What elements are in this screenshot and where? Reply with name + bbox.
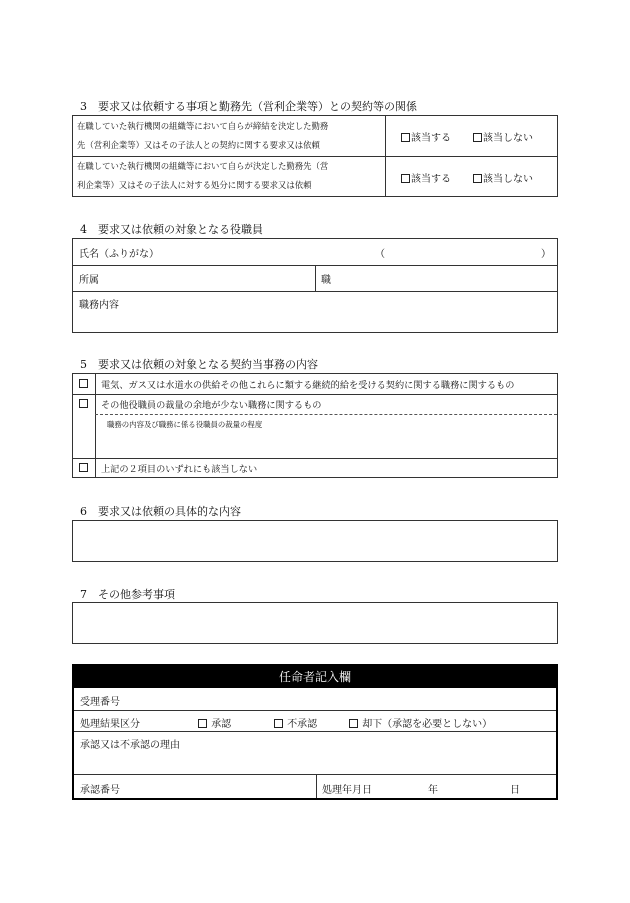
section5-item3-text: 上記の２項目のいずれにも該当しない [101, 464, 258, 475]
section5-row-divider-2 [73, 458, 557, 459]
appointer-row-divider-3 [74, 774, 556, 775]
checkbox-icon[interactable] [349, 719, 358, 728]
year-label: 年 [428, 785, 438, 796]
reason-label: 承認又は不承認の理由 [80, 740, 180, 751]
approve-option[interactable]: 承認 [198, 715, 231, 730]
furigana-paren-open: （ [375, 249, 385, 260]
section5-item1-text: 電気、ガス又は水道水の供給その他これらに類する継続的給を受ける契約に関する職務に関するもの [101, 380, 515, 391]
affiliation-label: 所属 [79, 275, 99, 286]
checkbox-icon[interactable] [198, 719, 207, 728]
section5-row-divider-1 [73, 394, 557, 395]
section3-row2-applicable[interactable]: 該当する [401, 170, 451, 185]
section6-title: 6 要求又は依頼の具体的な内容 [80, 505, 241, 518]
section6-content-field[interactable] [72, 520, 558, 562]
section5-table [72, 373, 558, 478]
section3-row2-line1: 在職していた執行機関の組織等において自らが決定した勤務先（営 [77, 161, 329, 171]
section5-item1-checkbox[interactable] [79, 379, 88, 388]
section5-item2-text: その他役職員の裁量の余地が少ない職務に関するもの [101, 400, 322, 411]
section4-col-divider [315, 265, 316, 291]
reject-option[interactable]: 却下（承認を必要としない） [349, 715, 492, 730]
processing-date-label: 処理年月日 [322, 785, 372, 796]
section5-item3-checkbox[interactable] [79, 463, 88, 472]
name-label: 氏名（ふりがな） [79, 249, 159, 260]
appointer-row-divider-2 [74, 731, 556, 732]
appointer-section [72, 664, 558, 800]
section4-table [72, 238, 558, 333]
section3-row1-line1: 在職していた執行機関の組織等において自らが締結を決定した勤務 [77, 121, 329, 131]
checkbox-icon[interactable] [473, 133, 482, 142]
checkbox-icon[interactable] [401, 174, 410, 183]
section4-title: 4 要求又は依頼の対象となる役職員 [80, 223, 263, 236]
section5-dashed-divider [95, 414, 557, 415]
section3-row2-not-applicable[interactable]: 該当しない [473, 170, 533, 185]
section7-title: 7 その他参考事項 [80, 588, 175, 601]
approval-number-label: 承認番号 [80, 785, 120, 796]
section3-title: 3 要求又は依頼する事項と勤務先（営利企業等）との契約等の関係 [80, 100, 417, 113]
section4-row-divider-2 [73, 291, 557, 292]
receipt-number-label: 受理番号 [80, 697, 120, 708]
appointer-col-divider [316, 774, 317, 798]
disapprove-option[interactable]: 不承認 [274, 715, 317, 730]
section5-item2-subtext: 職務の内容及び職務に係る役職員の裁量の程度 [107, 420, 263, 429]
section3-row1-line2: 先（営利企業等）又はその子法人との契約に関する要求又は依頼 [77, 140, 320, 150]
checkbox-icon[interactable] [473, 174, 482, 183]
section3-row1-applicable[interactable]: 該当する [401, 129, 451, 144]
day-label: 日 [510, 785, 520, 796]
section3-row1-not-applicable[interactable]: 該当しない [473, 129, 533, 144]
section3-table [72, 115, 558, 197]
checkbox-icon[interactable] [401, 133, 410, 142]
section5-checkbox-col-divider [95, 374, 96, 477]
section5-item2-checkbox[interactable] [79, 399, 88, 408]
furigana-paren-close: ） [541, 249, 551, 260]
position-label: 職 [321, 275, 331, 286]
section3-row2-line2: 利企業等）又はその子法人に対する処分に関する要求又は依頼 [77, 180, 312, 190]
duties-label: 職務内容 [79, 300, 119, 311]
checkbox-icon[interactable] [274, 719, 283, 728]
section7-content-field[interactable] [72, 602, 558, 644]
result-category-label: 処理結果区分 [80, 719, 140, 730]
appointer-row-divider-1 [74, 710, 556, 711]
section5-title: 5 要求又は依頼の対象となる契約当事務の内容 [80, 358, 318, 371]
appointer-header: 任命者記入欄 [74, 666, 556, 688]
